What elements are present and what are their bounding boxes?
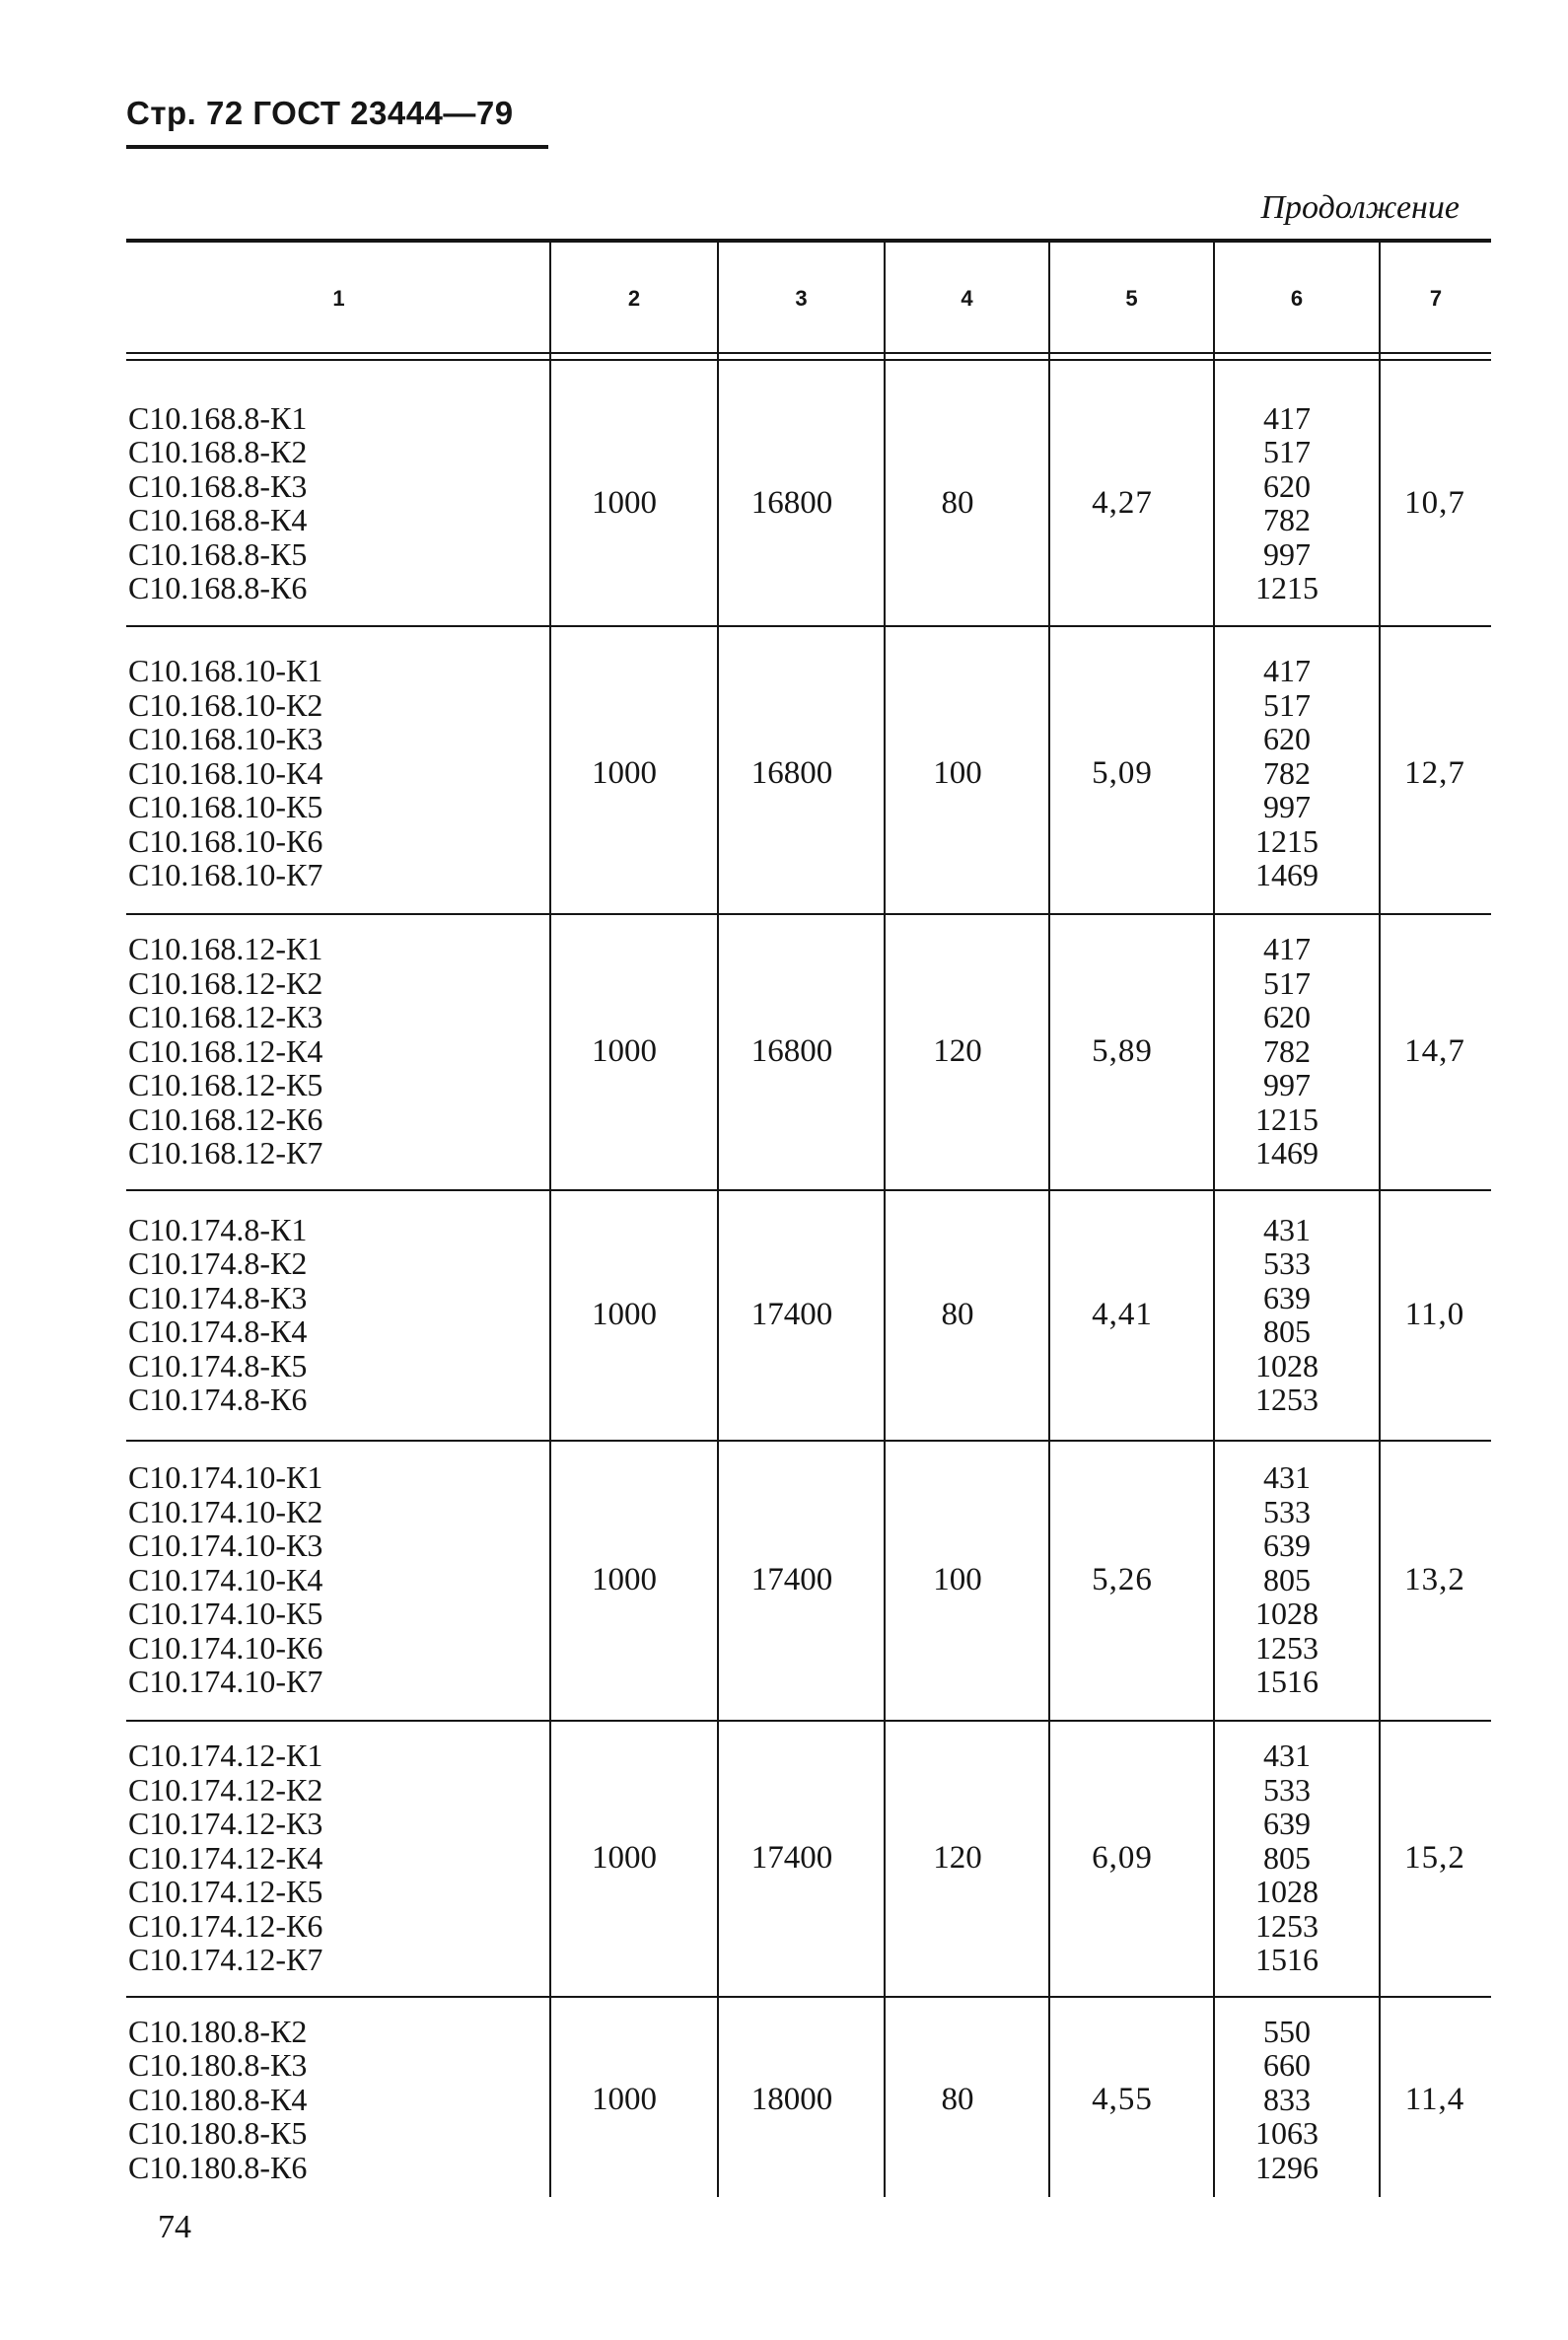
cell-value: 1000: [592, 1561, 657, 1597]
load-value: 431: [1263, 1737, 1311, 1774]
cell-col-2: [550, 639, 698, 907]
mark-designation: С10.168.12-К2: [128, 964, 323, 1001]
load-value: 1516: [1255, 1942, 1319, 1978]
load-value: 417: [1263, 399, 1311, 436]
cell-col-4: [884, 387, 1032, 619]
column-header-4: 4: [961, 286, 973, 311]
mark-designation: С10.174.8-К3: [128, 1279, 308, 1315]
load-value: 782: [1263, 502, 1311, 537]
cell-col-2: [550, 2002, 698, 2197]
column-header-3: 3: [795, 286, 808, 311]
load-value: 1516: [1255, 1664, 1319, 1700]
cell-value: 5,89: [1092, 1032, 1153, 1069]
cell-col-3: [718, 919, 866, 1183]
continuation-label: Продолжение: [1260, 189, 1460, 226]
cell-value: 1000: [592, 2081, 657, 2117]
mark-designation: С10.168.8-К6: [128, 570, 308, 605]
table-row: [126, 387, 1491, 619]
table-row: [126, 1195, 1491, 1434]
row-divider: [126, 625, 1491, 627]
cell-col-5: [1048, 1195, 1196, 1434]
mark-designation: С10.174.10-К7: [128, 1664, 323, 1700]
load-list: [1213, 2002, 1361, 2197]
mark-list: [128, 919, 542, 1183]
load-value: 1469: [1255, 857, 1319, 893]
load-value: 833: [1263, 2081, 1311, 2117]
mark-designation: С10.168.10-К2: [128, 686, 323, 723]
mark-designation: С10.180.8-К6: [128, 2149, 308, 2185]
mark-designation: С10.174.8-К6: [128, 1382, 308, 1417]
mark-designation: С10.180.8-К5: [128, 2115, 308, 2152]
mark-designation: С10.174.12-К3: [128, 1806, 323, 1842]
cell-col-4: [884, 1446, 1032, 1714]
mark-designation: С10.174.10-К2: [128, 1493, 323, 1529]
load-value: 805: [1263, 1313, 1311, 1349]
cell-col-5: [1048, 2002, 1196, 2197]
mark-designation: С10.168.12-К4: [128, 1032, 323, 1069]
cell-value: 10,7: [1404, 484, 1465, 521]
load-value: 1253: [1255, 1382, 1319, 1417]
cell-value: 11,4: [1404, 2081, 1465, 2117]
load-value: 431: [1263, 1459, 1311, 1496]
load-list: [1213, 1446, 1361, 1714]
cell-value: 120: [933, 1839, 982, 1876]
cell-value: 4,27: [1092, 484, 1153, 521]
cell-col-5: [1048, 387, 1196, 619]
cell-value: 80: [941, 2081, 974, 2117]
cell-col-7: [1379, 919, 1491, 1183]
cell-value: 14,7: [1404, 1032, 1465, 1069]
mark-designation: С10.168.12-К5: [128, 1067, 323, 1103]
cell-col-5: [1048, 919, 1196, 1183]
column-header-5: 5: [1125, 286, 1138, 311]
row-divider: [126, 1720, 1491, 1722]
cell-value: 17400: [750, 1839, 833, 1876]
load-value: 533: [1263, 1771, 1311, 1808]
table-row: [126, 1726, 1491, 1990]
row-divider: [126, 913, 1491, 915]
cell-col-2: [550, 919, 698, 1183]
load-value: 417: [1263, 653, 1311, 689]
load-value: 782: [1263, 1032, 1311, 1069]
cell-col-7: [1379, 1726, 1491, 1990]
cell-col-4: [884, 639, 1032, 907]
cell-value: 120: [933, 1032, 982, 1069]
cell-col-5: [1048, 1446, 1196, 1714]
mark-list: [128, 1726, 542, 1990]
cell-value: 80: [941, 1296, 974, 1332]
cell-value: 1000: [592, 1032, 657, 1069]
mark-list: [128, 1446, 542, 1714]
load-list: [1213, 639, 1361, 907]
cell-col-4: [884, 919, 1032, 1183]
load-value: 1469: [1255, 1135, 1319, 1171]
mark-designation: С10.168.12-К7: [128, 1135, 323, 1171]
load-value: 550: [1263, 2013, 1311, 2049]
mark-list: [128, 2002, 542, 2197]
row-divider: [126, 1440, 1491, 1442]
load-list: [1213, 387, 1361, 619]
page-header: Стр. 72 ГОСТ 23444—79: [126, 95, 514, 131]
cell-value: 4,55: [1092, 2081, 1153, 2117]
cell-col-2: [550, 1446, 698, 1714]
cell-col-5: [1048, 1726, 1196, 1990]
mark-designation: С10.174.10-К6: [128, 1629, 323, 1666]
load-value: 1028: [1255, 1595, 1319, 1632]
cell-value: 100: [933, 1561, 982, 1597]
load-value: 805: [1263, 1839, 1311, 1876]
mark-designation: С10.174.8-К4: [128, 1313, 308, 1349]
cell-col-2: [550, 1726, 698, 1990]
cell-value: 12,7: [1404, 754, 1465, 791]
load-value: 517: [1263, 964, 1311, 1001]
load-value: 997: [1263, 1067, 1311, 1103]
load-value: 1063: [1255, 2115, 1319, 2152]
load-list: [1213, 1726, 1361, 1990]
cell-value: 16800: [750, 1032, 833, 1069]
mark-designation: С10.174.10-К1: [128, 1459, 323, 1496]
load-value: 431: [1263, 1211, 1311, 1247]
cell-col-3: [718, 2002, 866, 2197]
mark-designation: С10.180.8-К2: [128, 2013, 308, 2049]
load-value: 660: [1263, 2047, 1311, 2084]
table-top-rule: [126, 239, 1491, 243]
cell-value: 17400: [750, 1296, 833, 1332]
mark-designation: С10.168.10-К7: [128, 857, 323, 893]
load-value: 639: [1263, 1806, 1311, 1842]
mark-designation: С10.174.12-К6: [128, 1907, 323, 1944]
load-value: 805: [1263, 1561, 1311, 1597]
cell-value: 4,41: [1092, 1296, 1153, 1332]
cell-value: 1000: [592, 1296, 657, 1332]
cell-col-4: [884, 2002, 1032, 2197]
cell-value: 1000: [592, 484, 657, 521]
load-value: 620: [1263, 999, 1311, 1035]
mark-designation: С10.174.12-К1: [128, 1737, 323, 1774]
load-value: 417: [1263, 931, 1311, 967]
mark-list: [128, 639, 542, 907]
mark-designation: С10.180.8-К3: [128, 2047, 308, 2084]
mark-designation: С10.168.8-К5: [128, 535, 308, 572]
table-row: [126, 2002, 1491, 2197]
load-value: 997: [1263, 789, 1311, 825]
mark-designation: С10.174.8-К2: [128, 1245, 308, 1281]
mark-designation: С10.168.8-К2: [128, 434, 308, 469]
mark-list: [128, 387, 542, 619]
table-row: [126, 919, 1491, 1183]
load-value: 639: [1263, 1279, 1311, 1315]
row-divider: [126, 1189, 1491, 1191]
page-number: 74: [158, 2209, 191, 2245]
cell-value: 1000: [592, 754, 657, 791]
mark-designation: С10.168.10-К4: [128, 754, 323, 791]
mark-designation: С10.168.12-К3: [128, 999, 323, 1035]
cell-value: 6,09: [1092, 1839, 1153, 1876]
load-value: 533: [1263, 1245, 1311, 1281]
cell-col-7: [1379, 1446, 1491, 1714]
load-value: 533: [1263, 1493, 1311, 1529]
mark-designation: С10.174.10-К4: [128, 1561, 323, 1597]
load-value: 782: [1263, 754, 1311, 791]
cell-col-7: [1379, 387, 1491, 619]
cell-value: 5,26: [1092, 1561, 1153, 1597]
cell-value: 100: [933, 754, 982, 791]
cell-col-3: [718, 1446, 866, 1714]
cell-col-3: [718, 1726, 866, 1990]
mark-designation: С10.174.10-К5: [128, 1595, 323, 1632]
mark-designation: С10.174.8-К1: [128, 1211, 308, 1247]
mark-designation: С10.168.10-К3: [128, 721, 323, 757]
mark-designation: С10.180.8-К4: [128, 2081, 308, 2117]
load-value: 1028: [1255, 1874, 1319, 1910]
load-value: 620: [1263, 721, 1311, 757]
cell-value: 17400: [750, 1561, 833, 1597]
cell-col-7: [1379, 639, 1491, 907]
mark-designation: С10.174.10-К3: [128, 1527, 323, 1564]
mark-designation: С10.168.8-К3: [128, 467, 308, 504]
cell-col-3: [718, 639, 866, 907]
load-value: 1253: [1255, 1629, 1319, 1666]
mark-designation: С10.168.8-К1: [128, 399, 308, 436]
cell-col-4: [884, 1726, 1032, 1990]
cell-col-2: [550, 1195, 698, 1434]
load-value: 1253: [1255, 1907, 1319, 1944]
column-header-6: 6: [1290, 286, 1304, 311]
load-value: 1296: [1255, 2149, 1319, 2185]
load-value: 997: [1263, 535, 1311, 572]
cell-value: 16800: [750, 484, 833, 521]
column-header-7: 7: [1429, 286, 1443, 311]
mark-designation: С10.168.10-К5: [128, 789, 323, 825]
mark-designation: С10.168.12-К6: [128, 1100, 323, 1137]
load-value: 1215: [1255, 1100, 1319, 1137]
mark-designation: С10.174.8-К5: [128, 1347, 308, 1383]
load-value: 1028: [1255, 1347, 1319, 1383]
cell-col-7: [1379, 1195, 1491, 1434]
load-value: 517: [1263, 434, 1311, 469]
header-underline: [126, 145, 548, 149]
column-header-1: 1: [332, 286, 345, 311]
mark-designation: С10.174.12-К7: [128, 1942, 323, 1978]
cell-col-2: [550, 387, 698, 619]
load-value: 517: [1263, 686, 1311, 723]
mark-designation: С10.174.12-К2: [128, 1771, 323, 1808]
load-value: 639: [1263, 1527, 1311, 1564]
cell-value: 18000: [750, 2081, 833, 2117]
table-row: [126, 639, 1491, 907]
load-list: [1213, 1195, 1361, 1434]
load-value: 1215: [1255, 570, 1319, 605]
cell-value: 80: [941, 484, 974, 521]
cell-value: 16800: [750, 754, 833, 791]
cell-col-5: [1048, 639, 1196, 907]
cell-col-4: [884, 1195, 1032, 1434]
mark-designation: С10.168.10-К1: [128, 653, 323, 689]
cell-value: 13,2: [1404, 1561, 1465, 1597]
cell-value: 1000: [592, 1839, 657, 1876]
header-rule-lower: [126, 359, 1491, 361]
load-value: 620: [1263, 467, 1311, 504]
cell-value: 11,0: [1404, 1296, 1465, 1332]
mark-list: [128, 1195, 542, 1434]
cell-value: 5,09: [1092, 754, 1153, 791]
mark-designation: С10.168.10-К6: [128, 822, 323, 859]
table-row: [126, 1446, 1491, 1714]
cell-col-3: [718, 1195, 866, 1434]
row-divider: [126, 1996, 1491, 1998]
cell-value: 15,2: [1404, 1839, 1465, 1876]
mark-designation: С10.174.12-К5: [128, 1874, 323, 1910]
column-header-2: 2: [627, 286, 641, 311]
header-rule-upper: [126, 352, 1491, 354]
mark-designation: С10.168.8-К4: [128, 502, 308, 537]
load-value: 1215: [1255, 822, 1319, 859]
mark-designation: С10.174.12-К4: [128, 1839, 323, 1876]
cell-col-3: [718, 387, 866, 619]
load-list: [1213, 919, 1361, 1183]
cell-col-7: [1379, 2002, 1491, 2197]
mark-designation: С10.168.12-К1: [128, 931, 323, 967]
